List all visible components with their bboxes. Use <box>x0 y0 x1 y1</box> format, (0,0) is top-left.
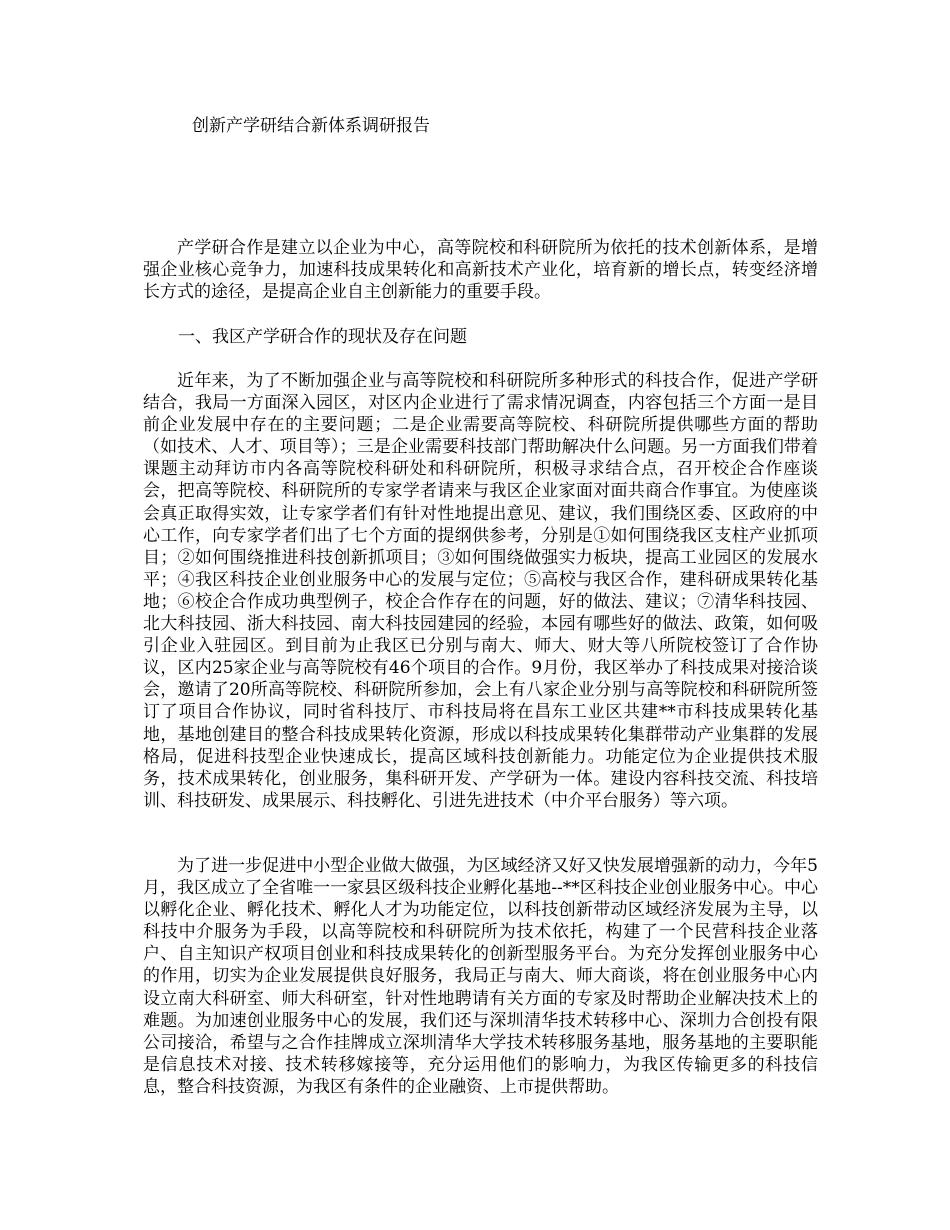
section-paragraph-2: 为了进一步促进中小型企业做大做强，为区域经济又好又快发展增强新的动力，今年5月，我区成立了全省唯一一家县区级科技企业孵化基地--**区科技企业创业服务中心。中心以孵化企业、孵化技术、孵化人才为功能定位，以科技创新带动区域经济发展为主导，以科技中介服务为手段，以高等院校和科研院所为技术依托，构建了一个民营科技企业落户、自主知识产权项目创业和科技成果转化的创新型服务平台。为充分发挥创业服务中心的作用，切实为企业发展提供良好服务，我局正与南大、师大商谈，将在创业服务中心内设立南大科研室、师大科研室，针对性地聘请有关方面的专家及时帮助企业解决技术上的难题。为加速创业服务中心的发展，我们还与深圳清华技术转移中心、深圳力合创投有限公司接洽，希望与之合作挂牌成立深圳清华大学技术转移服务基地，服务基地的主要职能是信息技术对接、技术转移嫁接等，充分运用他们的影响力，为我区传输更多的科技信息，整合科技资源，为我区有条件的企业融资、上市提供帮助。 <box>143 856 818 1097</box>
document-title: 创新产学研结合新体系调研报告 <box>192 116 430 136</box>
intro-paragraph: 产学研合作是建立以企业为中心，高等院校和科研院所为依托的技术创新体系，是增强企业核心竞争力，加速科技成果转化和高新技术产业化，培育新的增长点，转变经济增长方式的途径，是提高企业自主创新能力的重要手段。 <box>143 238 818 303</box>
section-heading: 一、我区产学研合作的现状及存在问题 <box>178 327 467 347</box>
section-paragraph-1: 近年来，为了不断加强企业与高等院校和科研院所多种形式的科技合作，促进产学研结合，我局一方面深入园区，对区内企业进行了需求情况调查，内容包括三个方面一是目前企业发展中存在的主要问题；二是企业需要高等院校、科研院所提供哪些方面的帮助（如技术、人才、项目等）；三是企业需要科技部门帮助解决什么问题。另一方面我们带着课题主动拜访市内各高等院校科研处和科研院所，积极寻求结合点，召开校企合作座谈会，把高等院校、科研院所的专家学者请来与我区企业家面对面共商合作事宜。为使座谈会真正取得实效，让专家学者们有针对性地提出意见、建议，我们围绕区委、区政府的中心工作，向专家学者们出了七个方面的提纲供参考，分别是①如何围绕我区支柱产业抓项目；②如何围绕推进科技创新抓项目；③如何围绕做强实力板块，提高工业园区的发展水平；④我区科技企业创业服务中心的发展与定位；⑤高校与我区合作，建科研成果转化基地；⑥校企合作成功典型例子，校企合作存在的问题，好的做法、建议；⑦清华科技园、北大科技园、浙大科技园、南大科技园建园的经验，本园有哪些好的做法、政策，如何吸引企业入驻园区。到目前为止我区已分别与南大、师大、财大等八所院校签订了合作协议，区内25家企业与高等院校有46个项目的合作。9月份，我区举办了科技成果对接洽谈会，邀请了20所高等院校、科研院所参加，会上有八家企业分别与高等院校和科研院所签订了项目合作协议，同时省科技厅、市科技局将在昌东工业区共建**市科技成果转化基地，基地创建目的整合科技成果转化资源，形成以科技成果转化集群带动产业集群的发展格局，促进科技型企业快速成长，提高区域科技创新能力。功能定位为企业提供技术服务，技术成果转化，创业服务，集科研开发、产学研为一体。建设内容科技交流、科技培训、科技研发、成果展示、科技孵化、引进先进技术（中介平台服务）等六项。 <box>143 371 818 811</box>
